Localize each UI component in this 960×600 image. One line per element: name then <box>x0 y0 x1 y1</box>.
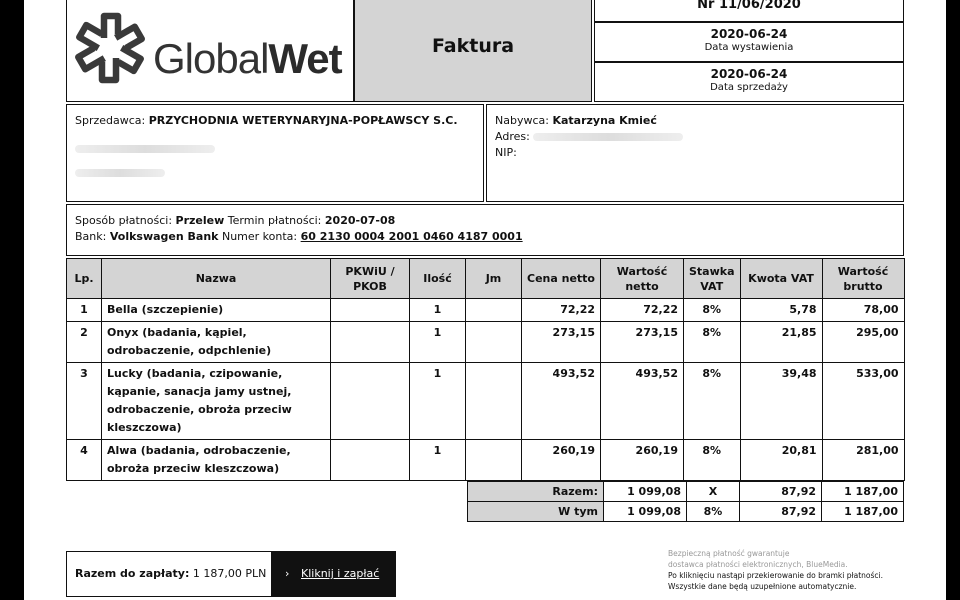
col-header-vat-amount: Kwota VAT <box>740 259 822 299</box>
cell-value-gross: 281,00 <box>822 440 904 481</box>
cell-pkwiu <box>331 440 410 481</box>
pay-button-label: Kliknij i zapłać <box>301 567 380 580</box>
cell-qty: 1 <box>410 299 466 322</box>
buyer-address-label: Adres: <box>495 130 530 143</box>
logo-box <box>66 0 354 102</box>
col-header-value-net: Wartość netto <box>601 259 684 299</box>
cell-qty: 1 <box>410 440 466 481</box>
totals-label: Razem: <box>468 482 604 502</box>
invoice-number-box <box>594 0 904 22</box>
account-label: Numer konta: <box>221 230 298 243</box>
col-header-vat-rate: Stawka VAT <box>684 259 741 299</box>
cell-value-gross: 533,00 <box>822 363 904 440</box>
table-row <box>67 299 905 322</box>
totals-rate: 8% <box>687 502 740 522</box>
totals-net: 1 099,08 <box>604 482 687 502</box>
cell-vat-amount: 21,85 <box>740 322 822 363</box>
totals-vat: 87,92 <box>740 502 822 522</box>
cell-vat-rate: 8% <box>684 440 741 481</box>
cell-vat-amount: 5,78 <box>740 299 822 322</box>
redacted-city <box>75 169 165 177</box>
col-header-lp: Lp. <box>67 259 102 299</box>
table-row <box>67 363 905 440</box>
cell-qty: 1 <box>410 322 466 363</box>
sale-date-box <box>594 62 904 102</box>
cell-price-net: 260,19 <box>522 440 601 481</box>
redacted-buyer-address <box>533 133 683 141</box>
invoice-number: Nr 11/06/2020 <box>697 0 801 12</box>
sale-date-label: Data sprzedaży <box>710 82 788 93</box>
cell-pkwiu <box>331 322 410 363</box>
totals-label: W tym <box>468 502 604 522</box>
payment-note <box>668 548 883 592</box>
col-header-name: Nazwa <box>102 259 331 299</box>
amount-due-box <box>66 551 396 597</box>
cell-qty: 1 <box>410 363 466 440</box>
cell-pkwiu <box>331 363 410 440</box>
totals-table <box>467 481 904 522</box>
totals-gross: 1 187,00 <box>822 482 904 502</box>
cell-name: Onyx (badania, kąpiel, odrobaczenie, odpchlenie) <box>102 322 331 363</box>
cell-lp: 3 <box>67 363 102 440</box>
payment-due: 2020-07-08 <box>324 214 396 227</box>
amount-due-value: 1 187,00 PLN <box>192 567 267 580</box>
cell-value-net: 260,19 <box>601 440 684 481</box>
cell-pkwiu <box>331 299 410 322</box>
table-row <box>67 440 905 481</box>
document-title-box <box>354 0 592 102</box>
totals-net: 1 099,08 <box>604 502 687 522</box>
note-line-1: Bezpieczną płatność gwarantuje <box>668 549 790 558</box>
note-line-2: dostawca płatności elektronicznych, BlueMedia. <box>668 560 848 569</box>
cell-vat-amount: 39,48 <box>740 363 822 440</box>
cell-vat-amount: 20,81 <box>740 440 822 481</box>
cell-lp: 4 <box>67 440 102 481</box>
payment-method-label: Sposób płatności: <box>75 214 173 227</box>
cell-price-net: 273,15 <box>522 322 601 363</box>
issue-date-box <box>594 22 904 62</box>
col-header-qty: Ilość <box>410 259 466 299</box>
cell-price-net: 72,22 <box>522 299 601 322</box>
seller-label: Sprzedawca: <box>75 114 146 127</box>
issue-date-label: Data wystawienia <box>704 42 794 53</box>
brand-name: GlobalWet <box>153 35 342 82</box>
items-table <box>66 258 905 481</box>
buyer-nip-label: NIP: <box>495 146 517 159</box>
chevron-right-icon: › <box>285 567 290 580</box>
account-number: 60 2130 0004 2001 0460 4187 0001 <box>300 230 523 243</box>
buyer-name: Katarzyna Kmieć <box>552 114 657 127</box>
cell-value-gross: 78,00 <box>822 299 904 322</box>
table-header-row <box>67 259 905 299</box>
totals-rate: X <box>687 482 740 502</box>
redacted-address <box>75 145 215 153</box>
invoice-page <box>24 0 946 600</box>
col-header-pkwiu: PKWiU / PKOB <box>331 259 410 299</box>
cell-jm <box>466 322 522 363</box>
pay-button[interactable] <box>271 552 395 596</box>
bank-name: Volkswagen Bank <box>109 230 219 243</box>
totals-row-razem <box>468 482 904 502</box>
document-title: Faktura <box>431 35 515 57</box>
payment-due-label: Termin płatności: <box>227 214 322 227</box>
cell-vat-rate: 8% <box>684 322 741 363</box>
sale-date: 2020-06-24 <box>710 67 788 81</box>
cell-value-net: 493,52 <box>601 363 684 440</box>
payment-box <box>66 204 904 256</box>
cell-value-net: 273,15 <box>601 322 684 363</box>
totals-row-wtym <box>468 502 904 522</box>
issue-date: 2020-06-24 <box>710 27 788 41</box>
cell-vat-rate: 8% <box>684 363 741 440</box>
bank-label: Bank: <box>75 230 107 243</box>
payment-method: Przelew <box>175 214 225 227</box>
buyer-label: Nabywca: <box>495 114 549 127</box>
note-line-4: Wszystkie dane będą uzupełnione automatycznie. <box>668 582 857 591</box>
cell-jm <box>466 440 522 481</box>
cell-name: Lucky (badania, czipowanie, kąpanie, sanacja jamy ustnej, odrobaczenie, obroża przeciw kleszczowa) <box>102 363 331 440</box>
buyer-box <box>486 104 904 202</box>
totals-vat: 87,92 <box>740 482 822 502</box>
cell-jm <box>466 363 522 440</box>
seller-box <box>66 104 484 202</box>
cell-vat-rate: 8% <box>684 299 741 322</box>
cell-name: Alwa (badania, odrobaczenie, obroża przeciw kleszczowa) <box>102 440 331 481</box>
col-header-price-net: Cena netto <box>522 259 601 299</box>
globalwet-logo-icon <box>69 7 151 89</box>
col-header-jm: Jm <box>466 259 522 299</box>
totals-gross: 1 187,00 <box>822 502 904 522</box>
cell-value-net: 72,22 <box>601 299 684 322</box>
amount-due-label: Razem do zapłaty: <box>75 567 190 580</box>
cell-value-gross: 295,00 <box>822 322 904 363</box>
table-row <box>67 322 905 363</box>
cell-name: Bella (szczepienie) <box>102 299 331 322</box>
col-header-value-gross: Wartość brutto <box>822 259 904 299</box>
seller-name: PRZYCHODNIA WETERYNARYJNA-POPŁAWSCY S.C. <box>148 114 458 127</box>
amount-due <box>75 567 266 580</box>
cell-jm <box>466 299 522 322</box>
note-line-3: Po kliknięciu nastąpi przekierowanie do bramki płatności. <box>668 571 883 580</box>
cell-price-net: 493,52 <box>522 363 601 440</box>
cell-lp: 1 <box>67 299 102 322</box>
cell-lp: 2 <box>67 322 102 363</box>
